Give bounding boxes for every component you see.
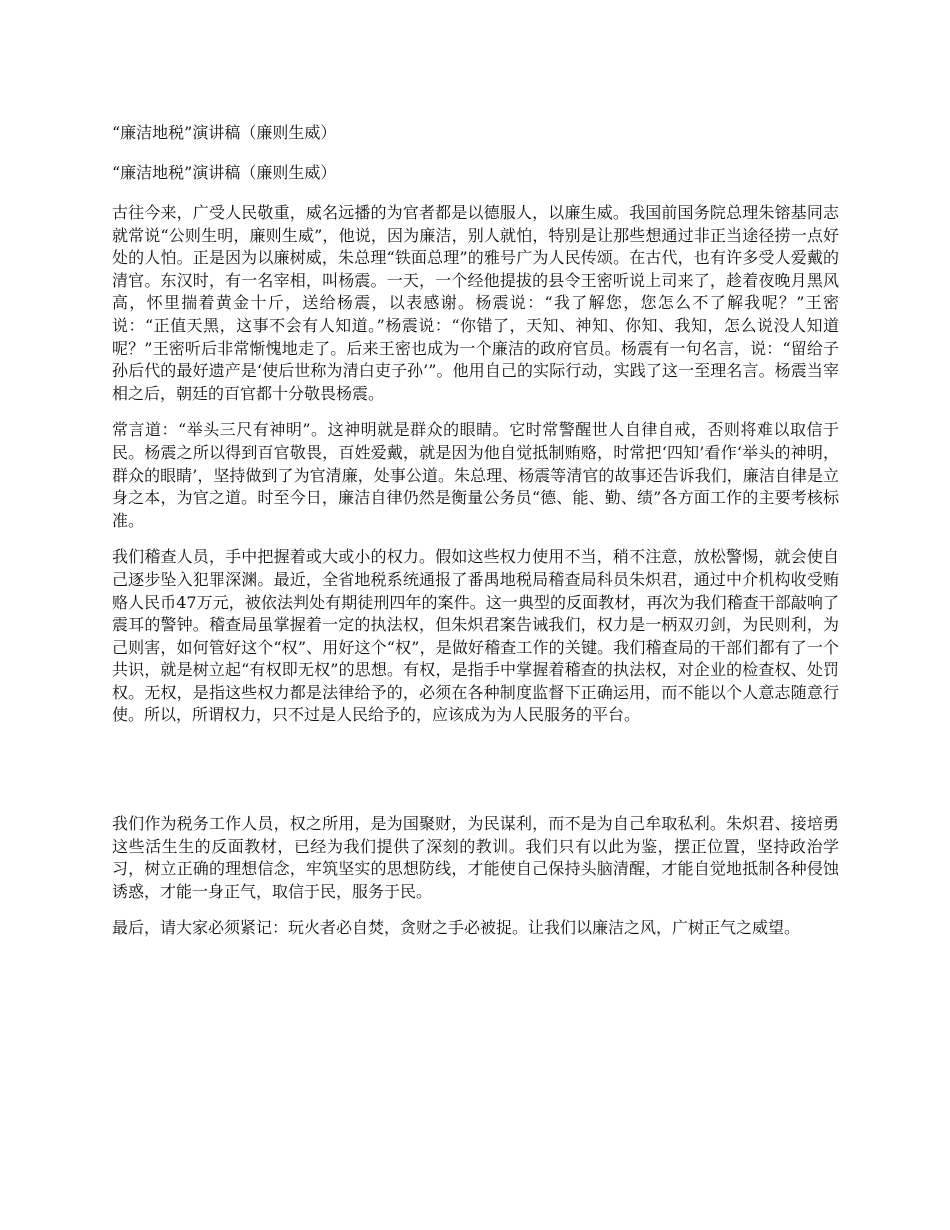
blank-gap (112, 741, 839, 813)
paragraph-3: 我们稽查人员，手中把握着或大或小的权力。假如这些权力使用不当，稍不注意，放松警惕，就会使自己逐步坠入犯罪深渊。最近，全省地税系统通报了番禺地税局稽查局科员朱炽君，通过中介机构收受贿赂人民币47万元，被依法判处有期徒刑四年的案件。这一典型的反面教材，再次为我们稽查干部敲响了震耳的警钟。稽查局虽掌握着一定的执法权，但朱炽君案告诫我们，权力是一柄双刃剑，为民则利，为己则害，如何管好这个“权”、用好这个“权”，是做好稽查工作的关键。我们稽查局的干部们都有了一个共识，就是树立起“有权即无权”的思想。有权，是指手中掌握着稽查的执法权，对企业的检查权、处罚权。无权，是指这些权力都是法律给予的，必须在各种制度监督下正确运用，而不能以个人意志随意行使。所以，所谓权力，只不过是人民给予的，应该成为为人民服务的平台。 (112, 547, 839, 725)
document-title: “廉洁地税”演讲稿（廉则生威） (112, 123, 337, 142)
paragraph-1: 古往今来，广受人民敬重，威名远播的为官者都是以德服人，以廉生威。我国前国务院总理朱镕基同志就常说“公则生明，廉则生威”，他说，因为廉洁，别人就怕，特别是让那些想通过非正当途径捞一点好处的人怕。正是因为以廉树威，朱总理“铁面总理”的雅号广为人民传颂。在古代，也有许多受人爱戴的清官。东汉时，有一名宰相，叫杨震。一天，一个经他提拔的县令王密听说上司来了，趁着夜晚月黑风高，怀里揣着黄金十斤，送给杨震，以表感谢。杨震说：“我了解您，您怎么不了解我呢？”王密说：“正值天黑，这事不会有人知道。”杨震说：“你错了，天知、神知、你知、我知，怎么说没人知道呢？”王密听后非常惭愧地走了。后来王密也成为一个廉洁的政府官员。杨震有一句名言，说：“留给子孙后代的最好遗产是‘使后世称为清白吏子孙’”。他用自己的实际行动，实践了这一至理名言。杨震当宰相之后，朝廷的百官都十分敬畏杨震。 (112, 203, 839, 403)
paragraph-5: 最后，请大家必须紧记：玩火者必自焚，贪财之手必被捉。让我们以廉洁之风，广树正气之威望。 (112, 918, 801, 938)
paragraph-2: 常言道：“举头三尺有神明”。这神明就是群众的眼睛。它时常警醒世人自律自戒，否则将难以取信于民。杨震之所以得到百官敬畏，百姓爱戴，就是因为他自觉抵制贿赂，时常把‘四知’看作‘举头的神明，群众的眼睛’，坚持做到了为官清廉，处事公道。朱总理、杨震等清官的故事还告诉我们，廉洁自律是立身之本，为官之道。时至今日，廉洁自律仍然是衡量公务员“德、能、勤、绩”各方面工作的主要考核标准。 (112, 420, 839, 530)
document-subtitle: “廉洁地税”演讲稿（廉则生威） (112, 163, 337, 182)
document-page (112, 122, 839, 954)
paragraph-4: 我们作为税务工作人员，权之所用，是为国聚财，为民谋利，而不是为自己牟取私利。朱炽君、接培勇这些活生生的反面教材，已经为我们提供了深刻的教训。我们只有以此为鉴，摆正位置，坚持政治学习，树立正确的理想信念，牢筑坚实的思想防线，才能使自己保持头脑清醒，才能自觉地抵制各种侵蚀诱惑，才能一身正气，取信于民，服务于民。 (112, 814, 839, 901)
